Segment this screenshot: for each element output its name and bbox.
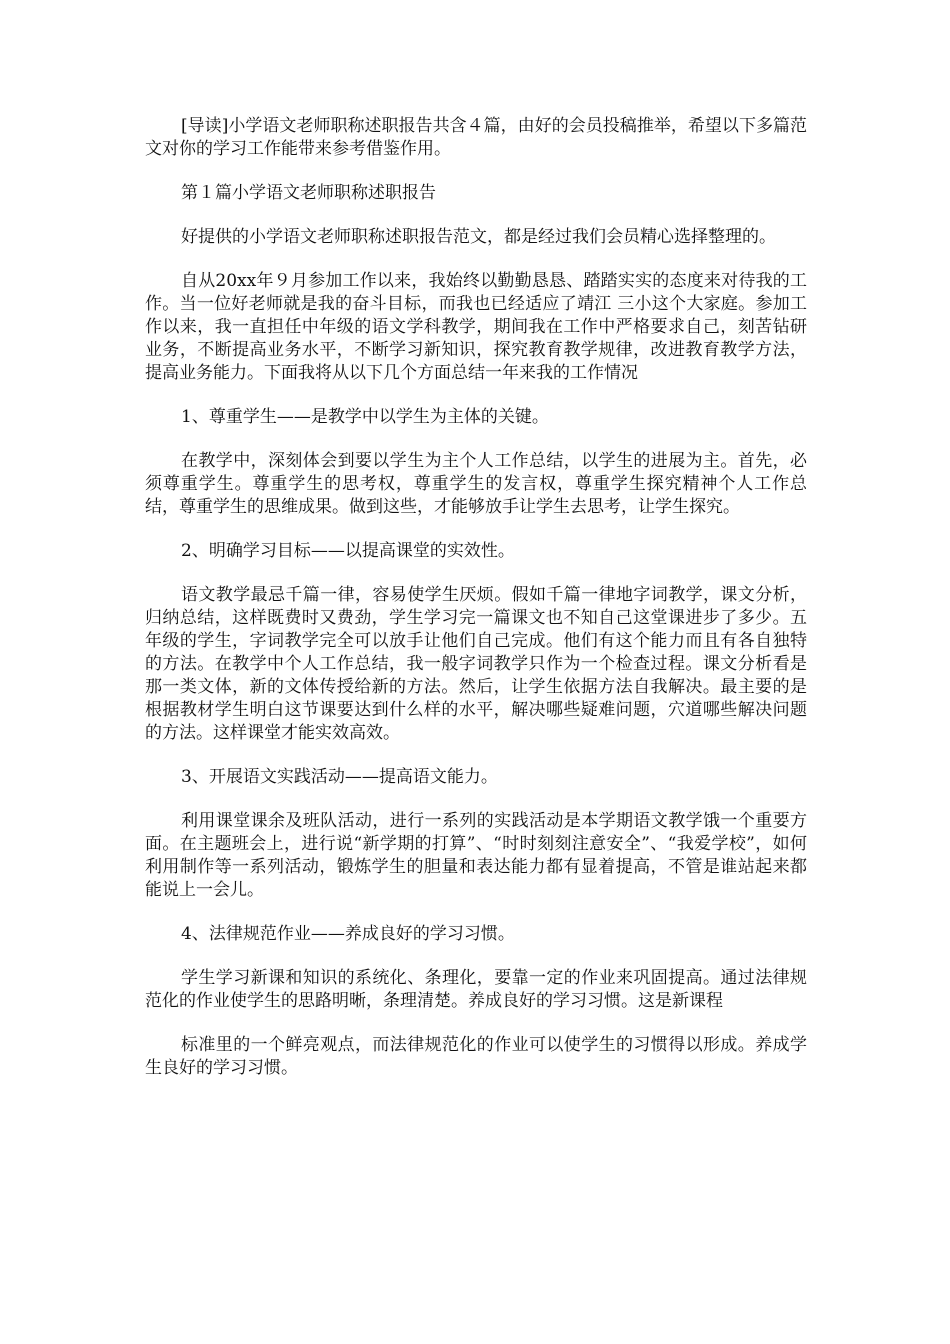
section-heading-3: 3、开展语文实践活动——提高语文能力。 — [181, 767, 498, 787]
paragraph: 自从20xx年９月参加工作以来，我始终以勤勤恳恳、踏踏实实的态度来对待我的工作。当一位好老师就是我的奋斗目标，而我也已经适应了靖江 三小这个大家庭。参加工作以来，我一直担任中年级的语文学科教学，期间我在工作中严格要求自己，刻苦钻研业务，不断提高业务水平，不断学习新知识，探究教育教学规律，改进教育教学方法，提高业务能力。下面我将从以下几个方面总结一年来我的工作情况 — [145, 271, 807, 383]
section-heading-4: 4、法律规范作业——养成良好的学习习惯。 — [181, 924, 515, 944]
intro-paragraph: [导读]小学语文老师职称述职报告共含４篇，由好的会员投稿推举，希望以下多篇范文对你的学习工作能带来参考借鉴作用。 — [145, 116, 807, 159]
paragraph: 好提供的小学语文老师职称述职报告范文，都是经过我们会员精心选择整理的。 — [181, 227, 776, 247]
paragraph: 标准里的一个鲜亮观点，而法律规范化的作业可以使学生的习惯得以形成。养成学生良好的学习习惯。 — [145, 1035, 807, 1078]
document-body — [145, 115, 807, 1101]
paragraph: 在教学中，深刻体会到要以学生为主个人工作总结，以学生的进展为主。首先，必须尊重学生。尊重学生的思考权，尊重学生的发言权，尊重学生探究精神个人工作总结，尊重学生的思维成果。做到这些，才能够放手让学生去思考，让学生探究。 — [145, 451, 807, 517]
article-heading: 第１篇小学语文老师职称述职报告 — [181, 183, 436, 203]
paragraph: 利用课堂课余及班队活动，进行一系列的实践活动是本学期语文教学饿一个重要方面。在主题班会上，进行说“新学期的打算”、“时时刻刻注意安全”、“我爱学校”，如何利用制作等一系列活动，锻炼学生的胆量和表达能力都有显着提高，不管是谁站起来都能说上一会儿。 — [145, 811, 807, 900]
paragraph: 语文教学最忌千篇一律，容易使学生厌烦。假如千篇一律地字词教学，课文分析，归纳总结，这样既费时又费劲，学生学习完一篇课文也不知自己这堂课进步了多少。五年级的学生，字词教学完全可以放手让他们自己完成。他们有这个能力而且有各自独特的方法。在教学中个人工作总结，我一般字词教学只作为一个检查过程。课文分析看是那一类文体，新的文体传授给新的方法。然后，让学生依据方法自我解决。最主要的是根据教材学生明白这节课要达到什么样的水平，解决哪些疑难问题，穴道哪些解决问题的方法。这样课堂才能实效高效。 — [145, 585, 807, 743]
section-heading-2: 2、明确学习目标——以提高课堂的实效性。 — [181, 541, 515, 561]
section-heading-1: 1、尊重学生——是教学中以学生为主体的关键。 — [181, 407, 549, 427]
paragraph: 学生学习新课和知识的系统化、条理化，要靠一定的作业来巩固提高。通过法律规范化的作业使学生的思路明晰，条理清楚。养成良好的学习习惯。这是新课程 — [145, 968, 807, 1011]
